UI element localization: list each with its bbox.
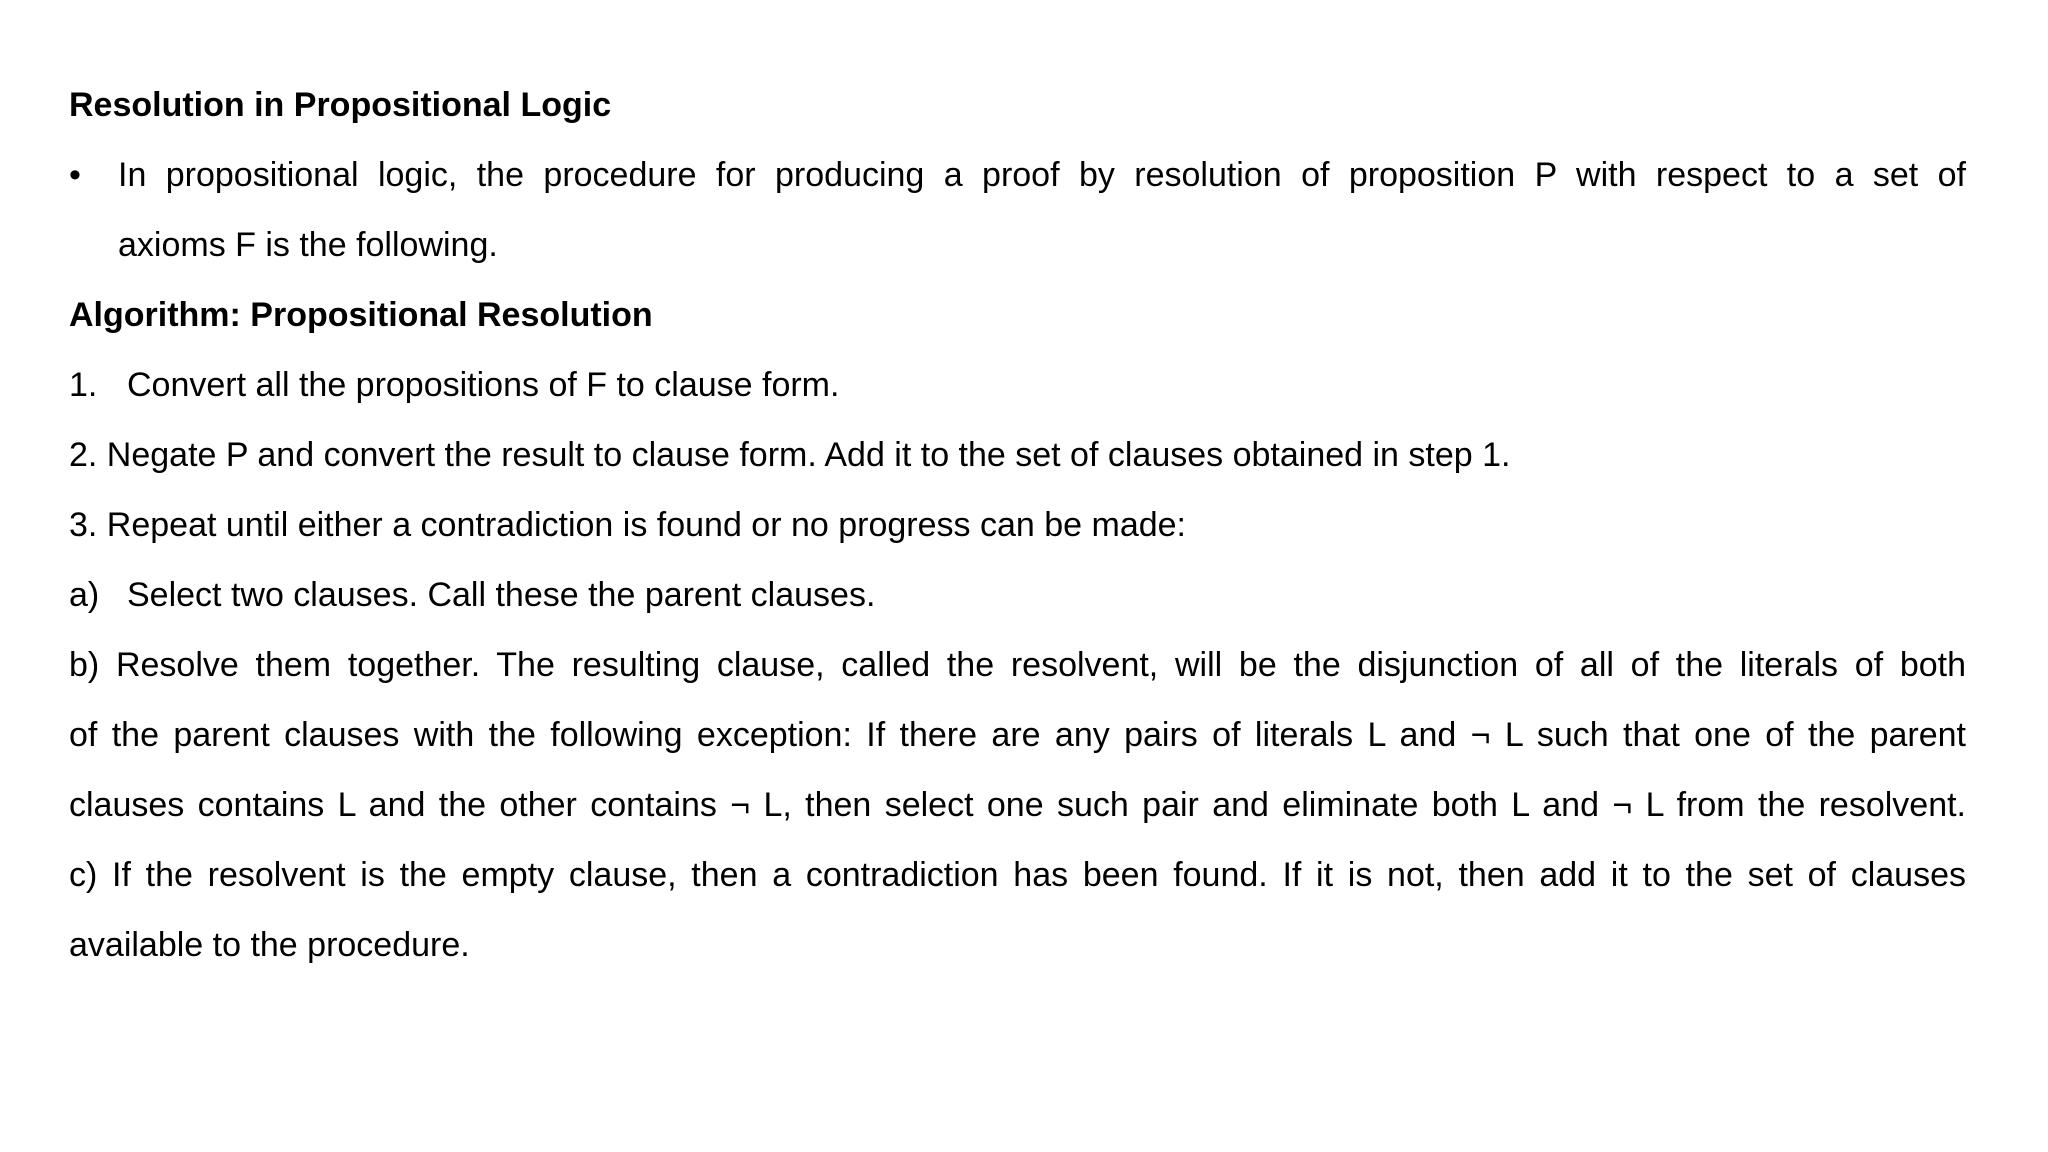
slide-title: Resolution in Propositional Logic [69,86,612,124]
step-b-line-1: b) Resolve them together. The resulting clause, called the resolvent, will be the disjunction of all of the literals of both [69,646,1966,684]
bullet-text-line-1: In propositional logic, the procedure for producing a proof by resolution of proposition P with respect to a set of [118,156,1966,194]
step-2: 2. Negate P and convert the result to clause form. Add it to the set of clauses obtained in step 1. [69,436,1511,474]
slide-content [69,70,1966,980]
step-c-line-2: available to the procedure. [69,926,470,964]
step-a [69,560,1966,630]
step-c-line-1: c) If the resolvent is the empty clause, then a contradiction has been found. If it is not, then add it to the set of clauses [69,856,1966,894]
bullet-text-line-2: axioms F is the following. [118,226,498,264]
step-3: 3. Repeat until either a contradiction is found or no progress can be made: [69,506,1187,544]
step-a-text: Select two clauses. Call these the parent clauses. [127,576,876,614]
step-a-marker: a) [69,576,100,614]
step-b-line-3: clauses contains L and the other contains ¬ L, then select one such pair and eliminate both L and ¬ L from the resolvent. [69,786,1966,824]
step-1-text: Convert all the propositions of F to clause form. [127,366,840,404]
algorithm-heading: Algorithm: Propositional Resolution [69,296,653,334]
step-1-marker: 1. [69,366,98,404]
step-1 [69,350,1966,420]
step-b-line-2: of the parent clauses with the following exception: If there are any pairs of literals L and ¬ L such that one of the parent [69,716,1966,754]
bullet-icon: • [69,156,81,194]
bullet-item [69,140,1966,210]
